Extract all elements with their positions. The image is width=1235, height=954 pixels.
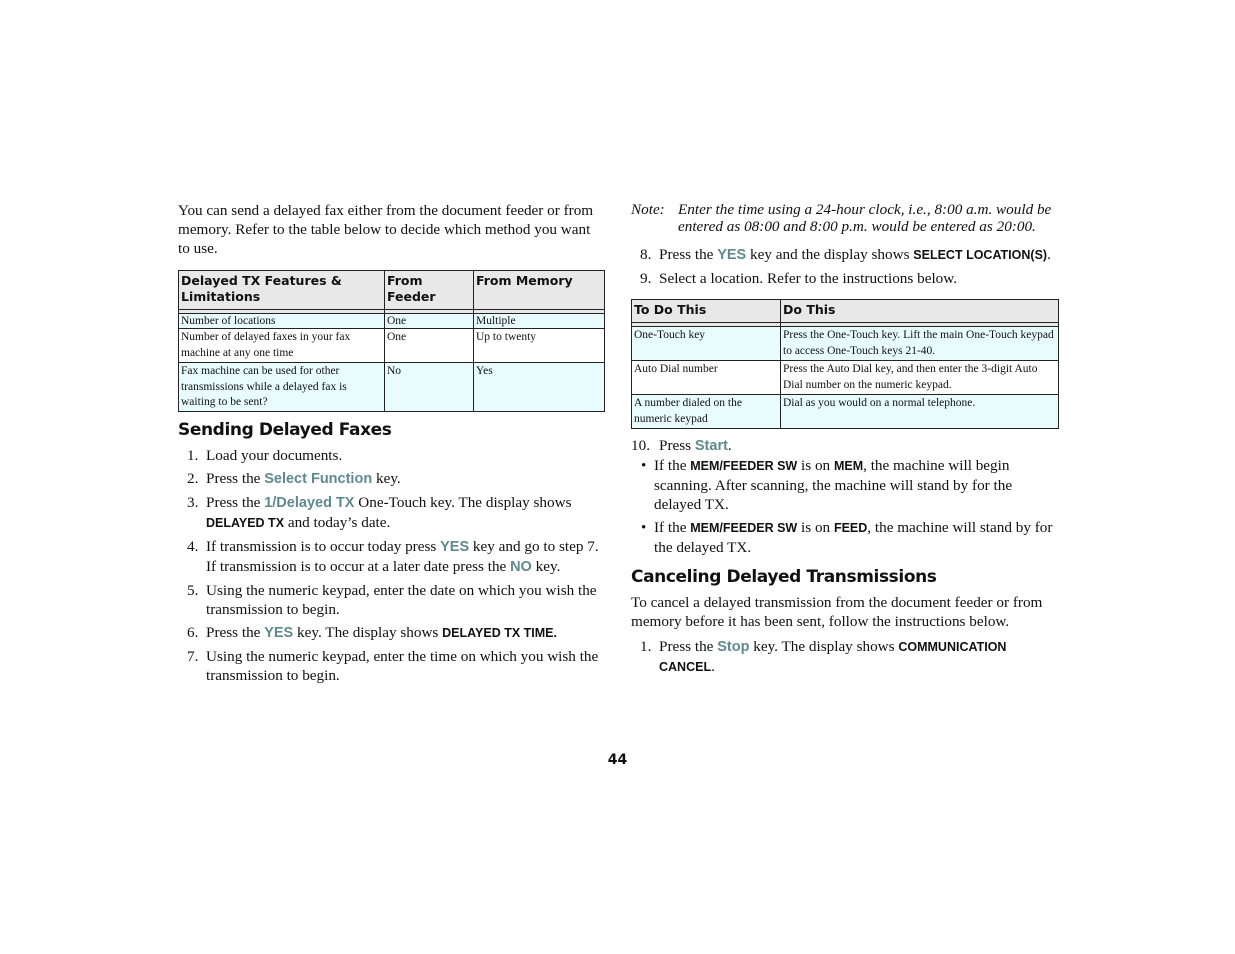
list-item <box>631 637 1059 677</box>
table-cell: One-Touch key <box>632 327 781 361</box>
step-text: key and the display shows <box>746 246 914 263</box>
step-text: Load your documents. <box>206 447 343 464</box>
table-row <box>632 361 1059 395</box>
table-cell: Multiple <box>474 314 605 329</box>
table-cell: One <box>385 329 474 363</box>
yes-key-label: YES <box>440 539 470 555</box>
step-text: key. <box>531 558 561 575</box>
note-label: Note: <box>631 201 665 218</box>
display-message: DELAYED TX <box>206 516 285 530</box>
display-message: MEM/FEEDER SW <box>690 521 798 535</box>
step-number: 1. <box>187 447 199 464</box>
table-header-cell: Do This <box>781 300 1059 323</box>
table-header-cell: Delayed TX Features & Limitations <box>179 271 385 310</box>
table-cell: Up to twenty <box>474 329 605 363</box>
step-text: key. The display shows <box>293 624 443 641</box>
table-cell: No <box>385 363 474 412</box>
start-key-label: Start <box>694 438 728 454</box>
step-number: 7. <box>187 648 199 665</box>
location-table <box>631 299 1059 429</box>
step-number: 1. <box>640 638 652 655</box>
yes-key-label: YES <box>264 625 294 641</box>
display-message: COMMUNICATION CANCEL <box>659 640 1007 674</box>
step-text: Press the <box>206 494 265 511</box>
list-item <box>178 469 605 489</box>
section-heading-canceling: Canceling Delayed Transmissions <box>631 567 937 587</box>
list-item <box>631 269 1059 288</box>
step-text: key and go to step 7. If transmission is to occur at a later date press the <box>206 538 599 575</box>
step-text: key. The display shows <box>749 638 899 655</box>
display-message: MEM/FEEDER SW <box>690 459 798 473</box>
table-cell: Dial as you would on a normal telephone. <box>781 395 1059 429</box>
table-row <box>179 363 605 412</box>
bullet-icon: • <box>641 519 647 536</box>
bullet-text: , the machine will stand by for the delayed TX. <box>654 519 1053 556</box>
table-cell: Number of locations <box>179 314 385 329</box>
bullet-text: If the <box>654 457 691 474</box>
step-text: If transmission is to occur today press <box>206 538 441 555</box>
step-number: 2. <box>187 470 199 487</box>
bullet-text: , the machine will begin scanning. After scanning, the machine will stand by for the delayed TX. <box>654 457 1013 513</box>
table-header-row <box>632 300 1059 323</box>
step-text: Press the <box>206 470 265 487</box>
right-column <box>631 200 1059 677</box>
note-block <box>631 201 1059 235</box>
step-text: . <box>727 437 732 454</box>
step-number: 6. <box>187 624 199 641</box>
cancel-intro-paragraph: To cancel a delayed transmission from the document feeder or from memory before it has been sent, follow the instructions below. <box>631 594 1043 630</box>
table-header-cell: To Do This <box>632 300 781 323</box>
left-column <box>178 200 605 685</box>
step-text: One-Touch key. The display shows <box>354 494 572 511</box>
select-function-key-label: Select Function <box>264 471 373 487</box>
display-message: SELECT LOCATION(S) <box>913 248 1048 262</box>
start-steps-list <box>631 436 1059 557</box>
table-row <box>632 327 1059 361</box>
list-item <box>178 581 605 619</box>
step-number: 8. <box>640 246 652 263</box>
step-number: 3. <box>187 494 199 511</box>
list-item <box>178 647 605 685</box>
step-text: Press <box>659 437 695 454</box>
step-text: . <box>711 658 715 675</box>
list-item <box>178 493 605 533</box>
bullet-text: is on <box>797 519 834 536</box>
list-item <box>178 446 605 465</box>
table-cell: Auto Dial number <box>632 361 781 395</box>
table-cell: A number dialed on the numeric keypad <box>632 395 781 429</box>
step-number: 5. <box>187 582 199 599</box>
bullet-text: If the <box>654 519 691 536</box>
table-cell: Yes <box>474 363 605 412</box>
delayed-tx-features-table <box>178 270 605 412</box>
delayed-tx-key-label: 1/Delayed TX <box>264 495 355 511</box>
display-message: MEM <box>833 459 864 473</box>
list-item <box>178 623 605 643</box>
table-cell: Fax machine can be used for other transmissions while a delayed fax is waiting to be sent? <box>179 363 385 412</box>
table-row <box>179 314 605 329</box>
step-text: key. <box>372 470 401 487</box>
table-header-cell: From Memory <box>474 271 605 310</box>
stop-key-label: Stop <box>717 639 750 655</box>
table-row <box>179 329 605 363</box>
table-cell: One <box>385 314 474 329</box>
yes-key-label: YES <box>717 247 747 263</box>
step-text: Press the <box>206 624 265 641</box>
table-header-row <box>179 271 605 310</box>
bullet-icon: • <box>641 457 647 474</box>
page-number: 44 <box>607 752 628 768</box>
step-text: and today’s date. <box>284 514 391 531</box>
section-heading-sending: Sending Delayed Faxes <box>178 420 392 440</box>
list-item <box>631 245 1059 265</box>
display-message: DELAYED TX TIME. <box>442 626 557 640</box>
sending-steps-list <box>178 446 605 685</box>
list-item <box>631 456 1059 514</box>
table-row <box>632 395 1059 429</box>
step-number: 9. <box>640 270 652 287</box>
intro-paragraph: You can send a delayed fax either from the document feeder or from memory. Refer to the table below to decide which method you want to use. <box>178 202 594 257</box>
location-steps-list <box>631 245 1059 288</box>
list-item <box>178 537 605 577</box>
step-text: . <box>1047 246 1051 263</box>
table-cell: Press the One-Touch key. Lift the main One-Touch keypad to access One-Touch keys 21-40. <box>781 327 1059 361</box>
table-header-cell: From Feeder <box>385 271 474 310</box>
list-item <box>631 518 1059 557</box>
step-text: Select a location. Refer to the instructions below. <box>659 270 958 287</box>
bullet-text: is on <box>797 457 834 474</box>
table-cell: Number of delayed faxes in your fax machine at any one time <box>179 329 385 363</box>
step-text: Press the <box>659 246 718 263</box>
note-text: Enter the time using a 24-hour clock, i.e., 8:00 a.m. would be entered as 08:00 and 8:00 p.m. would be entered as 20:00. <box>678 201 1052 235</box>
step-text: Using the numeric keypad, enter the time on which you wish the transmission to begin. <box>206 648 599 684</box>
step-text: Using the numeric keypad, enter the date on which you wish the transmission to begin. <box>206 582 597 618</box>
cancel-steps-list <box>631 637 1059 677</box>
list-item <box>631 436 1059 456</box>
step-number: 10. <box>631 437 650 454</box>
step-number: 4. <box>187 538 199 555</box>
step-text: Press the <box>659 638 718 655</box>
no-key-label: NO <box>510 559 532 575</box>
display-message: FEED <box>833 521 868 535</box>
table-cell: Press the Auto Dial key, and then enter the 3-digit Auto Dial number on the numeric keypad. <box>781 361 1059 395</box>
